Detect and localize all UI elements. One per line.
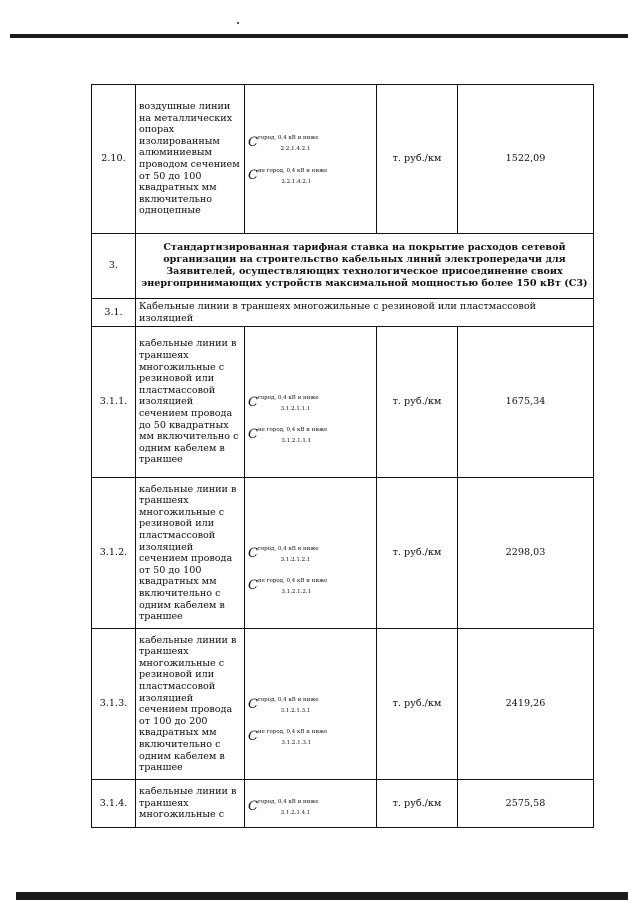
- row-formula: [245, 478, 377, 629]
- row-number: 3.1.2.: [92, 478, 136, 629]
- formula-city: $C^{город, 0,4 кВ и ниже}_{2.2.1.4.2.1}$: [248, 135, 319, 153]
- table-row: [92, 478, 594, 629]
- section-title: Стандартизированная тарифная ставка на покрытие расходов сетевой организации на строительство кабельных линий электропередачи для Заявителей, осуществляющих технологическое присоединение своих энергопринимающих устройств максимальной мощностью более 150 кВт (С3): [136, 234, 594, 299]
- row-value: 2575,58: [458, 780, 594, 828]
- row-description: воздушные линии на металлических опорах изолированным алюминиевым проводом сечением от 50 до 100 квадратных мм включительно одноцепные: [136, 85, 245, 234]
- scan-edge-bottom: [16, 892, 628, 900]
- section-number: 3.: [92, 234, 136, 299]
- table-row: [92, 629, 594, 780]
- section-row: [92, 234, 594, 299]
- tariff-table: [91, 84, 594, 828]
- row-value: 1675,34: [458, 327, 594, 478]
- row-unit: т. руб./км: [377, 327, 458, 478]
- row-description: кабельные линии в траншеях многожильные с резиновой или пластмассовой изоляцией сечением провода от 100 до 200 квадратных мм включительно с одним кабелем в траншее: [136, 629, 245, 780]
- row-number: 3.1.1.: [92, 327, 136, 478]
- row-unit: т. руб./км: [377, 478, 458, 629]
- subsection-row: [92, 299, 594, 327]
- row-formula: [245, 629, 377, 780]
- row-description: кабельные линии в траншеях многожильные с резиновой или пластмассовой изоляцией сечением провода до 50 квадратных мм включительно с одним кабелем в траншее: [136, 327, 245, 478]
- row-value: 2298,03: [458, 478, 594, 629]
- row-unit: т. руб./км: [377, 629, 458, 780]
- row-value: 1522,09: [458, 85, 594, 234]
- formula-city: $C^{город, 0,4 кВ и ниже}_{3.1.2.1.3.1}$: [248, 696, 319, 714]
- formula-city: $C^{город, 0,4 кВ и ниже}_{3.1.2.1.2.1}$: [248, 545, 319, 563]
- formula-city: $C^{город, 0,4 кВ и ниже}_{3.1.2.1.1.1}$: [248, 394, 319, 412]
- formula-noncity: $C^{не город, 0,4 кВ и ниже}_{3.1.2.1.1.1}$: [248, 427, 328, 445]
- scan-speck: [237, 22, 239, 24]
- row-description: кабельные линии в траншеях многожильные с резиновой или пластмассовой изоляцией сечением провода от 50 до 100 квадратных мм включительно с одним кабелем в траншее: [136, 478, 245, 629]
- row-formula: [245, 327, 377, 478]
- formula-city: $C^{город, 0,4 кВ и ниже}_{3.1.2.1.4.1}$: [248, 799, 319, 817]
- row-description: кабельные линии в траншеях многожильные с: [136, 780, 245, 828]
- row-formula: [245, 780, 377, 828]
- row-formula: [245, 85, 377, 234]
- row-unit: т. руб./км: [377, 780, 458, 828]
- table-row: [92, 85, 594, 234]
- table-row: [92, 327, 594, 478]
- scan-edge-top: [10, 34, 628, 38]
- row-value: 2419,26: [458, 629, 594, 780]
- row-unit: т. руб./км: [377, 85, 458, 234]
- row-number: 3.1.3.: [92, 629, 136, 780]
- subsection-number: 3.1.: [92, 299, 136, 327]
- row-number: 2.10.: [92, 85, 136, 234]
- formula-noncity: $C^{не город, 0,4 кВ и ниже}_{2.2.1.4.2.1}$: [248, 168, 328, 185]
- formula-noncity: $C^{не город, 0,4 кВ и ниже}_{3.1.2.1.3.1}$: [248, 729, 328, 747]
- row-number: 3.1.4.: [92, 780, 136, 828]
- formula-noncity: $C^{не город, 0,4 кВ и ниже}_{3.1.2.1.2.1}$: [248, 578, 328, 596]
- table-row: [92, 780, 594, 828]
- subsection-title: Кабельные линии в траншеях многожильные с резиновой или пластмассовой изоляцией: [136, 299, 594, 327]
